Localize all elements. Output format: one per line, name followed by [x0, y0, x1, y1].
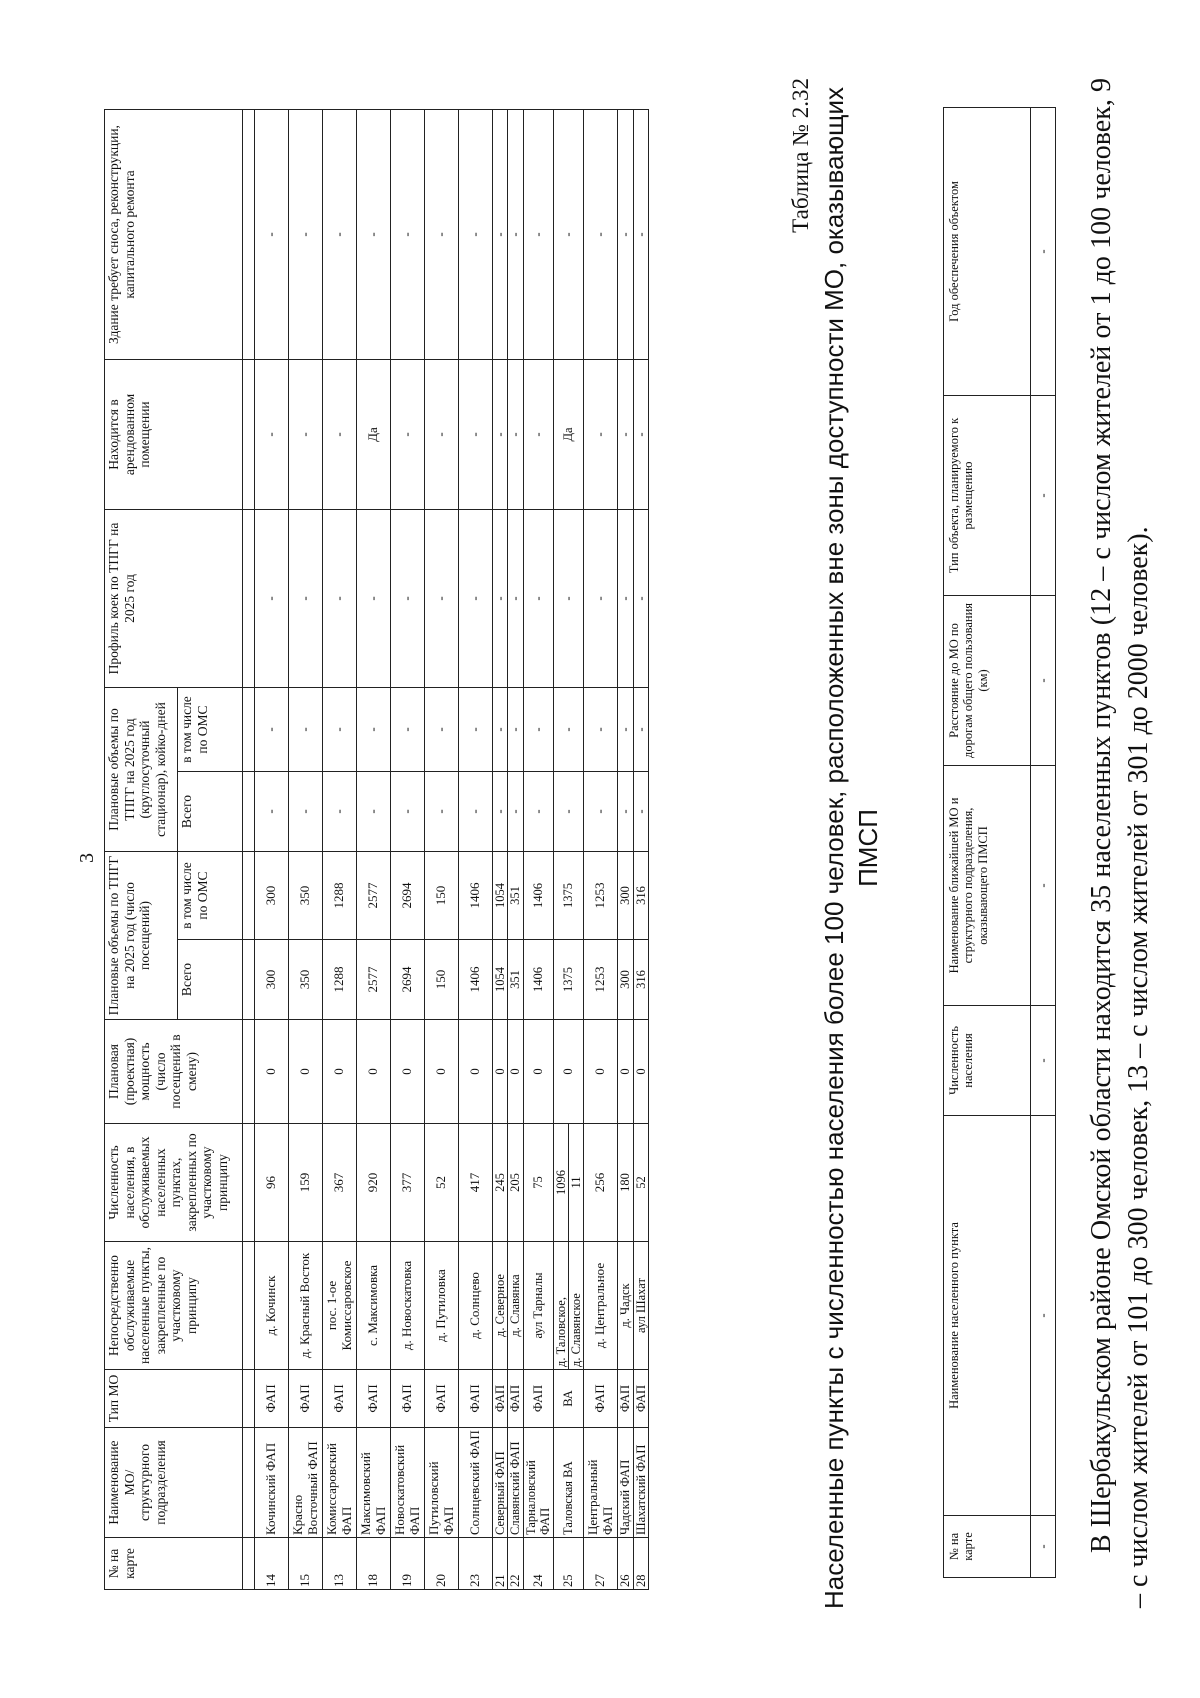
- t2-header-settlement: Наименование населенного пункта: [944, 1116, 1031, 1516]
- cell-visits-total: 300: [255, 940, 289, 1020]
- cell-map-number: 28: [633, 1538, 648, 1590]
- cell-capacity: 0: [553, 1020, 584, 1124]
- cell-capacity: 0: [508, 1020, 523, 1124]
- cell-beds-oms: -: [523, 688, 553, 772]
- cell-mo-name: Комиссаровский ФАП: [323, 1428, 357, 1538]
- cell-map-number: 18: [357, 1538, 391, 1590]
- cell-bed-profile: -: [508, 510, 523, 688]
- cell-visits-total: 1288: [323, 940, 357, 1020]
- cell-visits-oms: 1406: [459, 852, 493, 940]
- cell-beds-oms: -: [584, 688, 618, 772]
- cell-rented: Да: [553, 360, 584, 510]
- cell-capacity: 0: [459, 1020, 493, 1124]
- summary-paragraph: В Шербакульском районе Омской области находится 35 населенных пунктов (12 – с числом жителей от 1 до 100 человек, 9 – с числом жителей от 101 до 300 человек, 13 – с числом жителей от 301 до 2000 человек).: [1086, 78, 1155, 1608]
- cell-map-number: 24: [523, 1538, 553, 1590]
- cell-capacity: 0: [323, 1020, 357, 1124]
- cell-capacity: 0: [425, 1020, 459, 1124]
- t2-cell: -: [1031, 1006, 1056, 1116]
- header-visits-oms: в том числе по ОМС: [178, 852, 243, 940]
- table-row: [508, 110, 523, 1590]
- header-visits: Плановые объемы по ТПГГ на 2025 год (число посещений): [105, 852, 178, 1020]
- cell-beds-total: -: [459, 772, 493, 852]
- cell-visits-total: 2694: [391, 940, 425, 1020]
- t2-header-object-type: Тип объекта, планируемого к размещению: [944, 396, 1031, 596]
- cell-population: 11: [568, 1124, 583, 1242]
- cell-beds-total: -: [508, 772, 523, 852]
- cell-visits-oms: 1054: [493, 852, 508, 940]
- cell-mo-type: ФАП: [633, 1370, 648, 1428]
- table-row: [255, 110, 289, 1590]
- cell-beds-total: -: [357, 772, 391, 852]
- cell-population: 920: [357, 1124, 391, 1242]
- cell-beds-oms: -: [357, 688, 391, 772]
- cell-repair: -: [584, 110, 618, 360]
- cell-population: 52: [425, 1124, 459, 1242]
- cell-beds-total: -: [425, 772, 459, 852]
- cell-beds-oms: -: [508, 688, 523, 772]
- cell-mo-type: ФАП: [584, 1370, 618, 1428]
- table-caption: Таблица № 2.32: [788, 78, 813, 233]
- cell-map-number: 20: [425, 1538, 459, 1590]
- header-settlements: Непосредственно обслуживаемые населенные пункты, закрепленные по участковому принципу: [105, 1242, 243, 1370]
- cell-visits-oms: 1288: [323, 852, 357, 940]
- cell-map-number: 14: [255, 1538, 289, 1590]
- header-bed-days: Плановые объемы по ТПГГ на 2025 год (круглосуточный стационар), койко-дней: [105, 688, 178, 852]
- cell-visits-total: 2577: [357, 940, 391, 1020]
- cell-beds-total: -: [493, 772, 508, 852]
- t2-cell: -: [1031, 766, 1056, 1006]
- cell-beds-total: -: [523, 772, 553, 852]
- table-row: [553, 110, 568, 1590]
- cell-bed-profile: -: [289, 510, 323, 688]
- cell-population: 367: [323, 1124, 357, 1242]
- cell-settlement: пос. 1-ое Комиссаровское: [323, 1242, 357, 1370]
- t2-header-nearest-mo: Наименование ближайшей МО и структурного подразделения, оказывающего ПМСП: [944, 766, 1031, 1006]
- blank-row: [243, 110, 255, 1590]
- cell-population: 417: [459, 1124, 493, 1242]
- cell-bed-profile: -: [425, 510, 459, 688]
- cell-rented: -: [508, 360, 523, 510]
- cell-visits-total: 1253: [584, 940, 618, 1020]
- cell-population: 245: [493, 1124, 508, 1242]
- cell-mo-type: ФАП: [323, 1370, 357, 1428]
- table-row: [618, 110, 633, 1590]
- cell-population: 256: [584, 1124, 618, 1242]
- cell-visits-total: 300: [618, 940, 633, 1020]
- cell-repair: -: [357, 110, 391, 360]
- cell-visits-oms: 1375: [553, 852, 584, 940]
- section-heading: Населенные пункты с численностью населения более 100 человек, расположенных вне зоны доступности МО, оказывающих ПМСП: [819, 86, 883, 1610]
- cell-repair: -: [391, 110, 425, 360]
- cell-mo-type: ФАП: [391, 1370, 425, 1428]
- cell-mo-name: Центральный ФАП: [584, 1428, 618, 1538]
- cell-visits-oms: 1253: [584, 852, 618, 940]
- cell-mo-type: ФАП: [289, 1370, 323, 1428]
- cell-settlement: аул Тарналы: [523, 1242, 553, 1370]
- cell-capacity: 0: [633, 1020, 648, 1124]
- cell-settlement: д. Северное: [493, 1242, 508, 1370]
- cell-beds-total: -: [289, 772, 323, 852]
- cell-beds-oms: -: [633, 688, 648, 772]
- cell-beds-oms: -: [255, 688, 289, 772]
- table-row: [289, 110, 323, 1590]
- cell-map-number: 27: [584, 1538, 618, 1590]
- t2-cell: -: [1031, 596, 1056, 766]
- cell-mo-name: Тарналовский ФАП: [523, 1428, 553, 1538]
- facilities-table-header: [105, 110, 243, 1590]
- cell-population: 205: [508, 1124, 523, 1242]
- cell-visits-oms: 2694: [391, 852, 425, 940]
- cell-map-number: 13: [323, 1538, 357, 1590]
- cell-visits-total: 351: [508, 940, 523, 1020]
- table-row: [357, 110, 391, 1590]
- header-map-number: № на карте: [105, 1538, 243, 1590]
- cell-beds-total: -: [633, 772, 648, 852]
- cell-mo-type: ФАП: [618, 1370, 633, 1428]
- cell-population: 96: [255, 1124, 289, 1242]
- cell-repair: -: [618, 110, 633, 360]
- cell-settlement: аул Шахат: [633, 1242, 648, 1370]
- cell-settlement: д. Славянка: [508, 1242, 523, 1370]
- cell-settlement: д. Чадск: [618, 1242, 633, 1370]
- cell-mo-name: Шахатский ФАП: [633, 1428, 648, 1538]
- cell-beds-oms: -: [391, 688, 425, 772]
- cell-mo-type: ВА: [553, 1370, 584, 1428]
- cell-bed-profile: -: [459, 510, 493, 688]
- cell-settlement: д. Красный Восток: [289, 1242, 323, 1370]
- cell-capacity: 0: [493, 1020, 508, 1124]
- header-repair: Здание требует сноса, реконструкции, капитального ремонта: [105, 110, 243, 360]
- cell-bed-profile: -: [523, 510, 553, 688]
- cell-mo-name: Путиловский ФАП: [425, 1428, 459, 1538]
- cell-repair: -: [553, 110, 584, 360]
- cell-capacity: 0: [584, 1020, 618, 1124]
- header-beds-oms: в том числе по ОМС: [178, 688, 243, 772]
- cell-mo-type: ФАП: [523, 1370, 553, 1428]
- cell-beds-total: -: [553, 772, 584, 852]
- t2-cell: -: [1031, 1516, 1056, 1578]
- cell-bed-profile: -: [633, 510, 648, 688]
- cell-mo-type: ФАП: [508, 1370, 523, 1428]
- cell-beds-total: -: [391, 772, 425, 852]
- cell-capacity: 0: [289, 1020, 323, 1124]
- cell-mo-type: ФАП: [255, 1370, 289, 1428]
- t2-header-distance: Расстояние до МО по дорогам общего пользования (км): [944, 596, 1031, 766]
- cell-repair: -: [493, 110, 508, 360]
- cell-settlement: д. Таловское,: [553, 1242, 568, 1370]
- cell-population: 52: [633, 1124, 648, 1242]
- cell-repair: -: [289, 110, 323, 360]
- cell-mo-name: Красно Восточный ФАП: [289, 1428, 323, 1538]
- cell-rented: -: [459, 360, 493, 510]
- cell-visits-total: 1406: [459, 940, 493, 1020]
- cell-bed-profile: -: [584, 510, 618, 688]
- cell-visits-total: 150: [425, 940, 459, 1020]
- page-number: 3: [76, 853, 98, 863]
- cell-mo-type: ФАП: [493, 1370, 508, 1428]
- cell-population: 180: [618, 1124, 633, 1242]
- cell-rented: -: [255, 360, 289, 510]
- cell-population: 377: [391, 1124, 425, 1242]
- cell-beds-oms: -: [459, 688, 493, 772]
- cell-rented: -: [618, 360, 633, 510]
- cell-visits-oms: 350: [289, 852, 323, 940]
- cell-map-number: 19: [391, 1538, 425, 1590]
- header-rented: Находится в арендованном помещении: [105, 360, 243, 510]
- cell-settlement: д. Новоскатовка: [391, 1242, 425, 1370]
- t2-header-map-number: № на карте: [944, 1516, 1031, 1578]
- cell-visits-total: 1406: [523, 940, 553, 1020]
- cell-repair: -: [323, 110, 357, 360]
- cell-visits-oms: 351: [508, 852, 523, 940]
- cell-settlement: с. Максимовка: [357, 1242, 391, 1370]
- cell-visits-total: 350: [289, 940, 323, 1020]
- cell-repair: -: [633, 110, 648, 360]
- header-bed-profile: Профиль коек по ТПГГ на 2025 год: [105, 510, 243, 688]
- table-row: [633, 110, 648, 1590]
- cell-population: 1096: [553, 1124, 568, 1242]
- header-mo-name: Наименование МО/ структурного подразделения: [105, 1428, 243, 1538]
- header-population: Численность населения, в обслуживаемых населенных пунктах, закрепленных по участковому принципу: [105, 1124, 243, 1242]
- cell-visits-total: 316: [633, 940, 648, 1020]
- cell-mo-name: Славянский ФАП: [508, 1428, 523, 1538]
- cell-rented: -: [633, 360, 648, 510]
- cell-beds-oms: -: [323, 688, 357, 772]
- cell-rented: -: [289, 360, 323, 510]
- cell-settlement: д. Кочинск: [255, 1242, 289, 1370]
- cell-map-number: 26: [618, 1538, 633, 1590]
- table-row: [391, 110, 425, 1590]
- cell-visits-total: 1375: [553, 940, 584, 1020]
- cell-settlement: д. Путиловка: [425, 1242, 459, 1370]
- cell-visits-oms: 1406: [523, 852, 553, 940]
- cell-repair: -: [425, 110, 459, 360]
- cell-settlement: д. Центральное: [584, 1242, 618, 1370]
- cell-capacity: 0: [391, 1020, 425, 1124]
- t2-cell: -: [1031, 1116, 1056, 1516]
- header-mo-type: Тип МО: [105, 1370, 243, 1428]
- facilities-table-body: [243, 110, 649, 1590]
- cell-beds-total: -: [323, 772, 357, 852]
- cell-bed-profile: -: [391, 510, 425, 688]
- cell-visits-oms: 316: [633, 852, 648, 940]
- facilities-table: [104, 109, 649, 1590]
- table-row: [584, 110, 618, 1590]
- cell-map-number: 22: [508, 1538, 523, 1590]
- cell-mo-name: Новоскатовский ФАП: [391, 1428, 425, 1538]
- cell-visits-oms: 150: [425, 852, 459, 940]
- cell-visits-oms: 300: [255, 852, 289, 940]
- cell-rented: -: [584, 360, 618, 510]
- cell-map-number: 21: [493, 1538, 508, 1590]
- cell-capacity: 0: [618, 1020, 633, 1124]
- cell-beds-oms: -: [493, 688, 508, 772]
- cell-capacity: 0: [523, 1020, 553, 1124]
- table-row: [493, 110, 508, 1590]
- t2-cell: -: [1031, 396, 1056, 596]
- cell-mo-type: ФАП: [357, 1370, 391, 1428]
- table-row: [459, 110, 493, 1590]
- cell-bed-profile: -: [323, 510, 357, 688]
- cell-mo-name: Северный ФАП: [493, 1428, 508, 1538]
- t2-header-population: Численность населения: [944, 1006, 1031, 1116]
- cell-beds-oms: -: [289, 688, 323, 772]
- cell-mo-type: ФАП: [425, 1370, 459, 1428]
- cell-rented: -: [425, 360, 459, 510]
- cell-beds-oms: -: [425, 688, 459, 772]
- cell-beds-total: -: [584, 772, 618, 852]
- cell-settlement: д. Солнцево: [459, 1242, 493, 1370]
- cell-mo-name: Таловская ВА: [553, 1428, 584, 1538]
- cell-map-number: 15: [289, 1538, 323, 1590]
- table-row: [425, 110, 459, 1590]
- cell-visits-total: 1054: [493, 940, 508, 1020]
- cell-beds-oms: -: [618, 688, 633, 772]
- cell-mo-name: Максимовский ФАП: [357, 1428, 391, 1538]
- cell-capacity: 0: [255, 1020, 289, 1124]
- cell-repair: -: [523, 110, 553, 360]
- cell-beds-total: -: [618, 772, 633, 852]
- cell-repair: -: [459, 110, 493, 360]
- cell-visits-oms: 2577: [357, 852, 391, 940]
- cell-mo-name: Кочинский ФАП: [255, 1428, 289, 1538]
- header-beds-total: Всего: [178, 772, 243, 852]
- cell-population: 159: [289, 1124, 323, 1242]
- cell-rented: -: [493, 360, 508, 510]
- cell-bed-profile: -: [553, 510, 584, 688]
- cell-rented: Да: [357, 360, 391, 510]
- cell-rented: -: [391, 360, 425, 510]
- cell-repair: -: [255, 110, 289, 360]
- table-row: [323, 110, 357, 1590]
- cell-capacity: 0: [357, 1020, 391, 1124]
- t2-header-year: Год обеспечения объектом: [944, 108, 1031, 396]
- cell-mo-type: ФАП: [459, 1370, 493, 1428]
- settlements-table: [943, 107, 1056, 1578]
- table-row: [523, 110, 553, 1590]
- cell-visits-oms: 300: [618, 852, 633, 940]
- cell-population: 75: [523, 1124, 553, 1242]
- cell-mo-name: Чадский ФАП: [618, 1428, 633, 1538]
- cell-repair: -: [508, 110, 523, 360]
- cell-rented: -: [523, 360, 553, 510]
- t2-row: [1031, 108, 1056, 1578]
- t2-cell: -: [1031, 108, 1056, 396]
- cell-bed-profile: -: [255, 510, 289, 688]
- header-visits-total: Всего: [178, 940, 243, 1020]
- cell-map-number: 25: [553, 1538, 584, 1590]
- cell-map-number: 23: [459, 1538, 493, 1590]
- header-capacity: Плановая (проектная) мощность (число посещений в смену): [105, 1020, 243, 1124]
- cell-settlement: д. Славянское: [568, 1242, 583, 1370]
- cell-beds-oms: -: [553, 688, 584, 772]
- cell-bed-profile: -: [357, 510, 391, 688]
- cell-rented: -: [323, 360, 357, 510]
- cell-bed-profile: -: [493, 510, 508, 688]
- cell-mo-name: Солнцевский ФАП: [459, 1428, 493, 1538]
- cell-bed-profile: -: [618, 510, 633, 688]
- cell-beds-total: -: [255, 772, 289, 852]
